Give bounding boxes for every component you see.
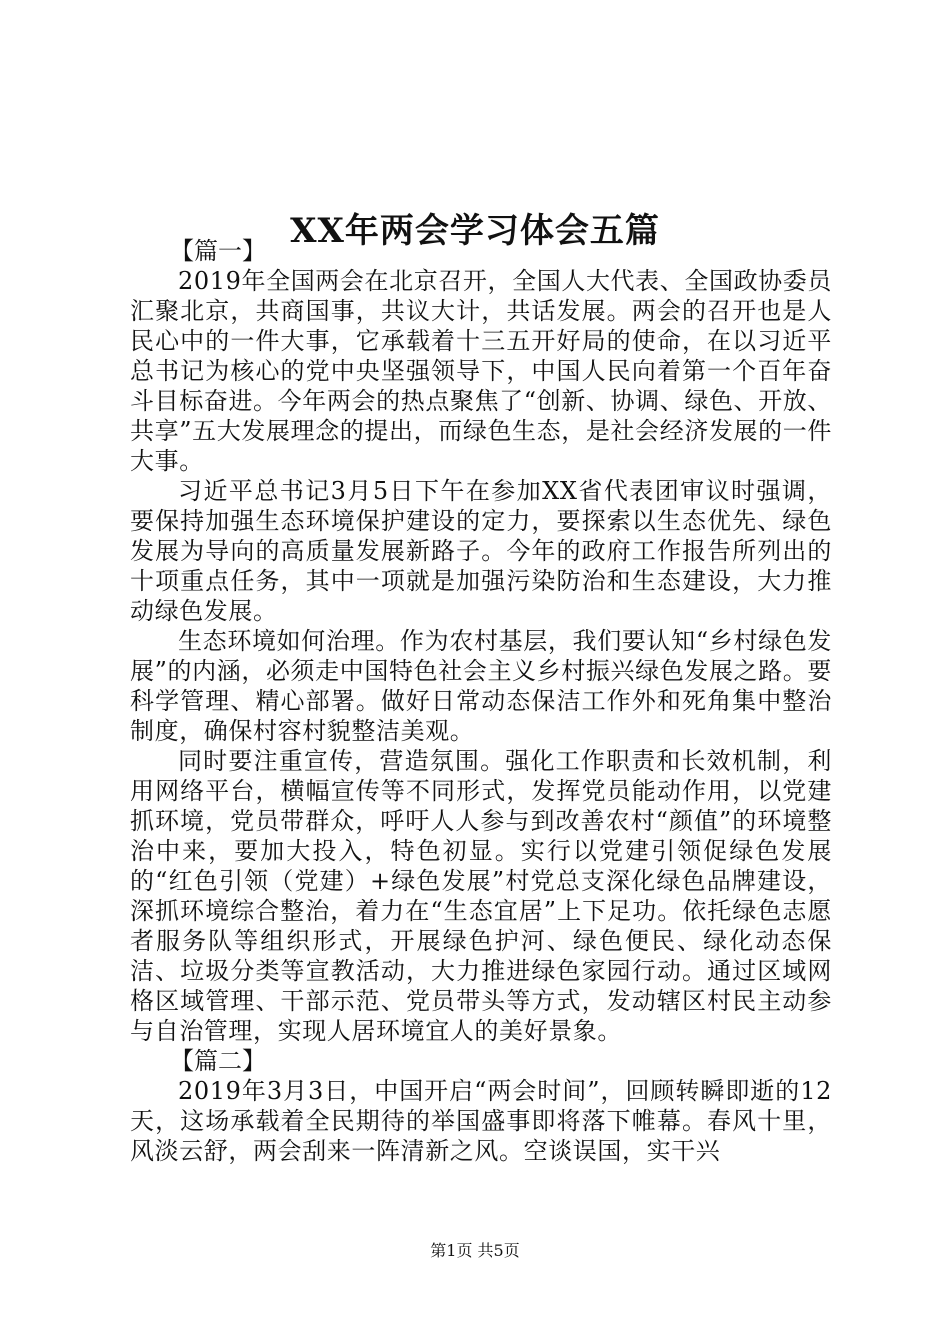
- document-title: XX年两会学习体会五篇: [290, 210, 660, 251]
- paragraph: 同时要注重宣传，营造氛围。强化工作职责和长效机制，利用网络平台，横幅宣传等不同形式，发挥党员能动作用，以党建抓环境，党员带群众，呼吁人人参与到改善农村“颜值”的环境整治中来，要加大投入，特色初显。实行以党建引领促绿色发展的“红色引领（党建）+绿色发展”村党总支深化绿色品牌建设，深抓环境综合整治，着力在“生态宜居”上下足功。依托绿色志愿者服务队等组织形式，开展绿色护河、绿色便民、绿化动态保洁、垃圾分类等宣教活动，大力推进绿色家园行动。通过区域网格区域管理、干部示范、党员带头等方式，发动辖区村民主动参与自治管理，实现人居环境宜人的美好景象。: [130, 747, 832, 1045]
- paragraph: 习近平总书记3月5日下午在参加XX省代表团审议时强调，要保持加强生态环境保护建设的定力，要探索以生态优先、绿色发展为导向的高质量发展新路子。今年的政府工作报告所列出的十项重点任务，其中一项就是加强污染防治和生态建设，大力推动绿色发展。: [130, 477, 832, 625]
- document-body: [130, 236, 832, 1166]
- section-heading: 【篇二】: [170, 1047, 266, 1075]
- paragraph: 2019年全国两会在北京召开，全国人大代表、全国政协委员汇聚北京，共商国事，共议大计，共话发展。两会的召开也是人民心中的一件大事，它承载着十三五开好局的使命，在以习近平总书记为核心的党中央坚强领导下，中国人民向着第一个百年奋斗目标奋进。今年两会的热点聚焦了“创新、协调、绿色、开放、共享”五大发展理念的提出，而绿色生态，是社会经济发展的一件大事。: [130, 267, 832, 475]
- page-footer: 第1页 共5页: [430, 1241, 520, 1260]
- section-2: [130, 1046, 832, 1166]
- paragraph: 生态环境如何治理。作为农村基层，我们要认知“乡村绿色发展”的内涵，必须走中国特色社会主义乡村振兴绿色发展之路。要科学管理、精心部署。做好日常动态保洁工作外和死角集中整治制度，确保村容村貌整洁美观。: [130, 627, 832, 745]
- paragraph: 2019年3月3日，中国开启“两会时间”，回顾转瞬即逝的12天，这场承载着全民期待的举国盛事即将落下帷幕。春风十里，风淡云舒，两会刮来一阵清新之风。空谈误国，实干兴: [130, 1077, 832, 1165]
- section-1: [130, 236, 832, 1046]
- section-heading: 【篇一】: [170, 237, 266, 265]
